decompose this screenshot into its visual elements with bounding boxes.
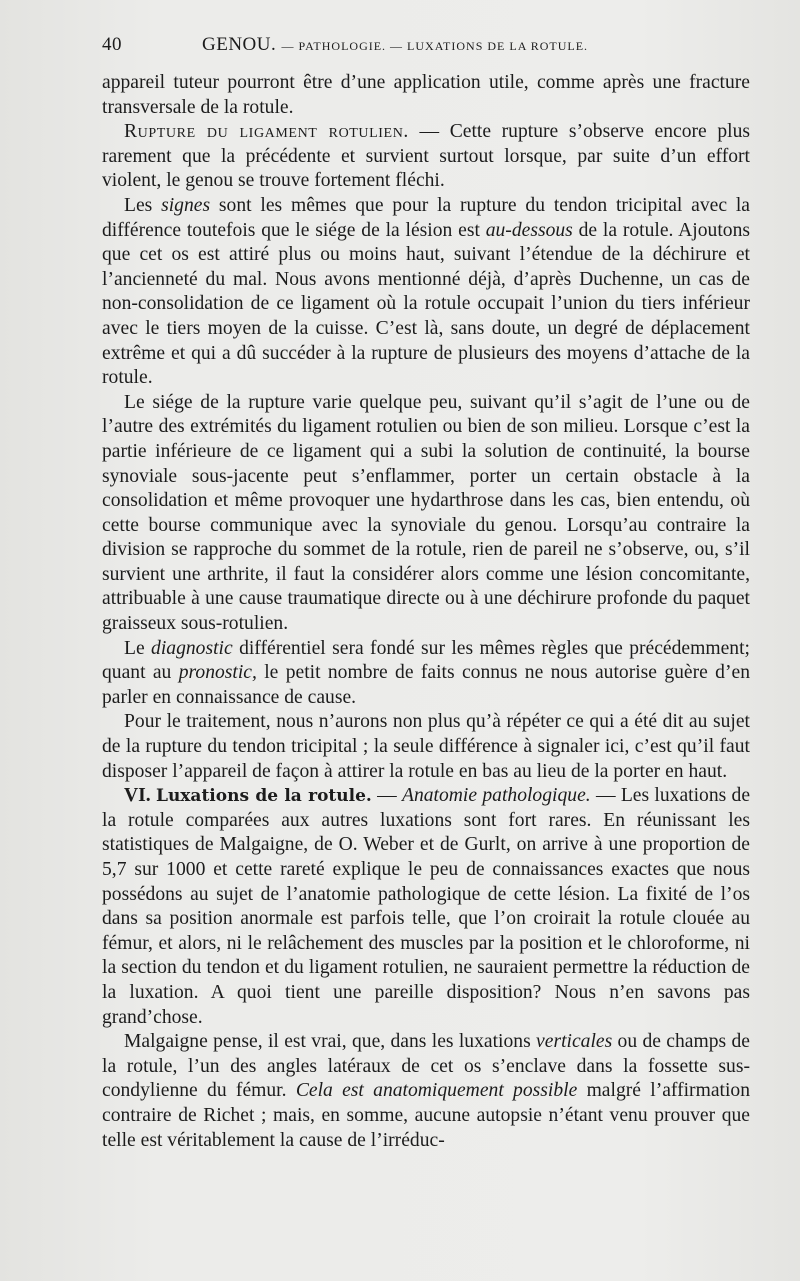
emphasis-text: au-dessous (485, 219, 573, 241)
paragraph-text: de la rotule. Ajoutons que cet os est attiré plus ou moins haut, suivant l’étendue de la déchirure et l’ancienneté du mal. Nous avons mentionné déjà, d’après Duchenne, un cas de non-consolidation de ce ligament où la rotule occupait l’union du tiers inférieur avec le tiers moyen de la cuisse. C’est là, sans doute, un degré de déplacement extrême et qui a dû succéder à la rupture de plusieurs des moyens d’attache de la rotule. (102, 219, 750, 389)
page-number: 40 (102, 34, 122, 55)
body-text (102, 71, 750, 1153)
paragraph-text: — Cette rupture s’observe encore plus rarement que la précédente et survient surtout lorsque, par suite d’un effort violent, le genou se trouve fortement fléchi. (102, 121, 750, 192)
running-head (102, 30, 750, 58)
paragraph-text: Pour le traitement, nous n’aurons non plus qu’à répéter ce qui a été dit au sujet de la rupture du tendon tricipital ; la seule différence à signaler ici, c’est qu’il faut disposer l’appareil de façon à attirer la rotule en bas au lieu de la porter en haut. (102, 711, 750, 782)
running-title-main: GENOU. (202, 34, 277, 55)
section-heading: Luxations de la rotule. (155, 786, 372, 807)
running-title (202, 34, 588, 56)
paragraph-luxations (102, 784, 750, 1030)
paragraph-continuation (102, 71, 750, 120)
paragraph-text: — (371, 785, 402, 807)
emphasis-text: Cela est anatomiquement possible (295, 1080, 578, 1102)
paragraph-text: différentiel sera fondé sur les mêmes règles que précédemment; quant au (102, 637, 750, 684)
paragraph-text: Le siége de la rupture varie quelque peu, suivant qu’il s’agit de l’une ou de l’autre des extrémités du ligament rotulien ou bien de son milieu. Lorsque c’est la partie inférieure de ce ligament qui a subi la solution de continuité, la bourse synoviale sous-jacente peut s’enflammer, porter un certain obstacle à la consolidation et même provoquer une hydarthrose dans les cas, bien entendu, où cette bourse communique avec la synoviale du genou. Lorsqu’au contraire la division se rapproche du sommet de la rotule, rien de pareil ne s’observe, ou, s’il survient une arthrite, il faut la considérer alors comme une lésion concomitante, attribuable à une cause traumatique directe ou à une déchirure profonde du paquet graisseux sous-rotulien. (102, 391, 750, 635)
paragraph-ligament-rupture (102, 120, 750, 194)
paragraph-signs (102, 194, 750, 391)
emphasis-text: Anatomie pathologique. (401, 785, 591, 807)
paragraph-text: — Les luxations de la rotule comparées aux autres luxations sont fort rares. En réunissant les statistiques de Malgaigne, de O. Weber et de Gurlt, on arrive à une proportion de 5,7 sur 1000 et cette rareté explique le peu de connaissances exactes que nous possédons au sujet de l’anatomie pathologique de cette lésion. La fixité de l’os dans sa position anormale est parfois telle, que l’on croirait la rotule clouée au fémur, et alors, ni le relâchement des muscles par la position et le chloroforme, ni la section du tendon et du ligament rotulien, ne sauraient permettre la réduction de la luxation. A quoi tient une pareille disposition? Nous n’en savons pas grand’chose. (102, 785, 751, 1028)
paragraph-text: sont les mêmes que pour la rupture du tendon tricipital avec la différence toutefois que le siége de la lésion est (102, 194, 750, 241)
paragraph-text: Les (124, 194, 162, 216)
emphasis-text: verticales (536, 1031, 613, 1053)
paragraph-text: Malgaigne pense, il est vrai, que, dans les luxations (124, 1031, 537, 1053)
paragraph-diagnosis (102, 637, 750, 711)
paragraph-text: Le (124, 637, 152, 659)
running-title-rest: — PATHOLOGIE. — LUXATIONS DE LA ROTULE. (281, 39, 589, 53)
paragraph-text: appareil tuteur pourront être d’une application utile, comme après une fracture transversale de la rotule. (102, 72, 750, 118)
paragraph-lead-heading: Rupture du ligament rotulien. (124, 121, 409, 143)
paragraph-text: malgré l’affirmation contraire de Richet ; mais, en somme, aucune autopsie n’étant venu prouver que telle est véritablement la cause de l’irréduc- (102, 1080, 750, 1151)
paragraph-malgaigne (102, 1030, 750, 1153)
paragraph-treatment (102, 710, 750, 784)
paragraph-text: ou de champs de la rotule, l’un des angles latéraux de cet os s’enclave dans la fossette sus-condylienne du fémur. (102, 1031, 750, 1102)
paragraph-text: le petit nombre de faits connus ne nous autorise guère d’en parler en connaissance de cause. (102, 662, 750, 708)
emphasis-text: pronostic, (178, 662, 257, 684)
section-number: VI. (124, 785, 151, 807)
paragraph-rupture-site (102, 391, 750, 637)
emphasis-text: signes (161, 194, 211, 216)
emphasis-text: diagnostic (151, 637, 233, 659)
